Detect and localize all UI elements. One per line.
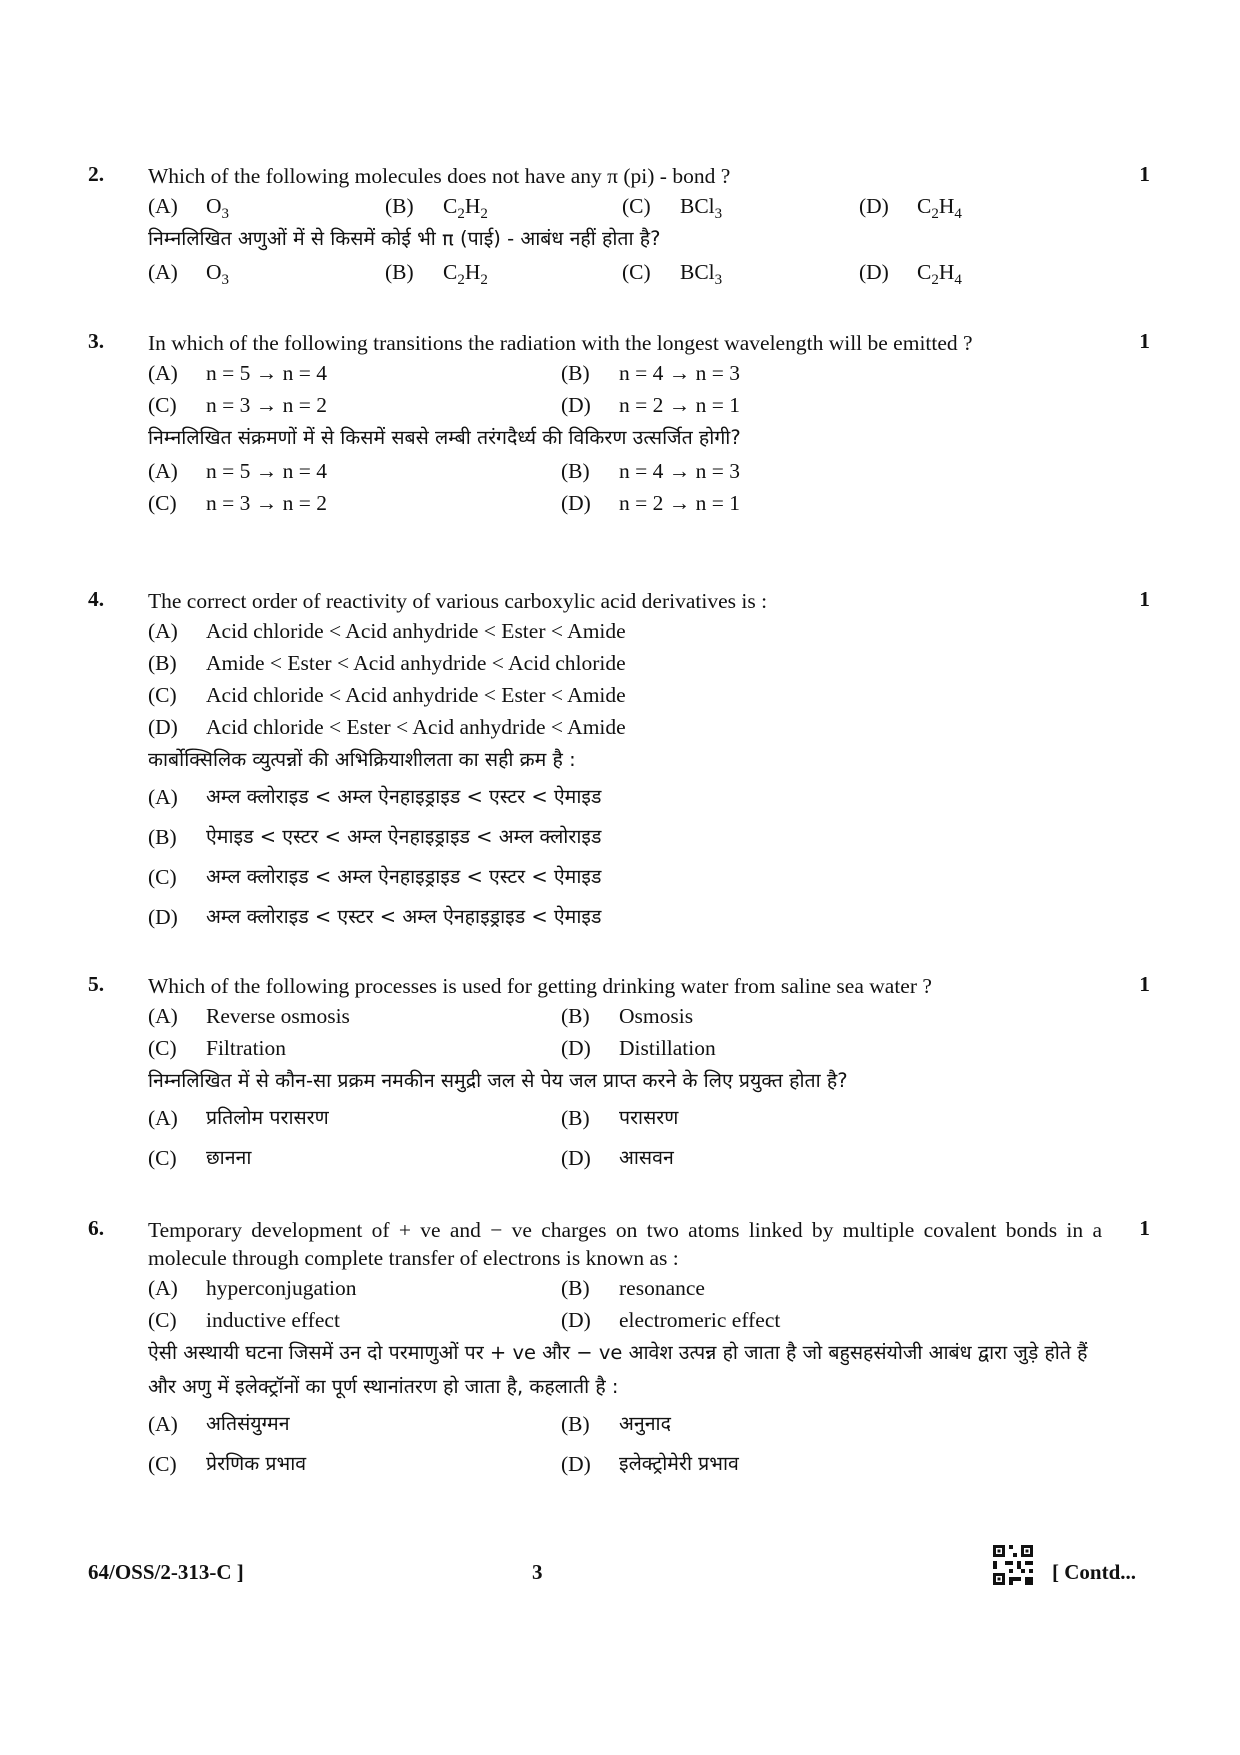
option-a: (A) प्रतिलोम परासरण xyxy=(148,1106,329,1130)
option-b: (B) n = 4 → n = 3 xyxy=(561,459,741,483)
option-a: (A) Acid chloride < Acid anhydride < Ester < Amide xyxy=(148,619,626,643)
options-en xyxy=(148,190,1102,222)
question-number: 3. xyxy=(88,329,105,353)
question-2 xyxy=(88,162,1150,288)
question-marks: 1 xyxy=(1139,587,1150,611)
option-c: (C) BCl$_3$ xyxy=(622,194,723,222)
option-c: (C) छानना xyxy=(148,1146,252,1170)
question-stem-en: In which of the following transitions the radiation with the longest wavelength will be emitted ? xyxy=(148,331,973,355)
option-a: (A) $O_3$ xyxy=(148,194,230,222)
option-d: (D) Distillation xyxy=(561,1036,716,1060)
option-c: (C) inductive effect xyxy=(148,1308,340,1332)
question-5 xyxy=(88,972,1150,1178)
options-en-row-1 xyxy=(148,1272,1102,1304)
question-4 xyxy=(88,587,1150,937)
option-a: (A) n = 5 → n = 4 xyxy=(148,361,328,385)
options-hi-row-2 xyxy=(148,1138,1102,1178)
option-d: (D) electromeric effect xyxy=(561,1308,781,1332)
question-stem-en: Which of the following molecules does not have any π (pi) - bond ? xyxy=(148,164,731,188)
question-number: 5. xyxy=(88,972,105,996)
option-b: (B) Osmosis xyxy=(561,1004,694,1028)
question-number: 4. xyxy=(88,587,105,611)
option-a: (A) अम्ल क्लोराइड < अम्ल ऐनहाइड्राइड < एस्टर < ऐमाइड xyxy=(148,785,602,809)
option-c: (C) Acid chloride < Acid anhydride < Ester < Amide xyxy=(148,683,626,707)
question-marks: 1 xyxy=(1139,162,1150,186)
question-stem-en: The correct order of reactivity of various carboxylic acid derivatives is : xyxy=(148,589,768,613)
option-c: (C) Filtration xyxy=(148,1036,287,1060)
options-hi xyxy=(148,777,1102,937)
question-6 xyxy=(88,1216,1150,1484)
question-stem-hi: कार्बोक्सिलिक व्युत्पन्नों की अभिक्रियाशीलता का सही क्रम है : xyxy=(148,748,576,771)
option-a: (A) $O_3$ xyxy=(148,260,230,288)
option-b: (B) अनुनाद xyxy=(561,1412,671,1436)
question-3 xyxy=(88,329,1150,519)
page-number: 3 xyxy=(532,1560,543,1584)
question-stem-hi: निम्नलिखित अणुओं में से किसमें कोई भी π (पाई) - आबंध नहीं होता है? xyxy=(148,227,661,250)
options-en xyxy=(148,615,1102,743)
option-b: (B) परासरण xyxy=(561,1106,679,1130)
option-d: (D) अम्ल क्लोराइड < एस्टर < अम्ल ऐनहाइड्राइड < ऐमाइड xyxy=(148,905,602,929)
question-marks: 1 xyxy=(1139,329,1150,353)
question-marks: 1 xyxy=(1139,972,1150,996)
options-hi-row-2 xyxy=(148,487,1102,519)
options-en-row-2 xyxy=(148,389,1102,421)
option-c: (C) प्रेरणिक प्रभाव xyxy=(148,1452,307,1476)
option-d: (D) $C_2H_4$ xyxy=(859,260,962,288)
option-b: (B) n = 4 → n = 3 xyxy=(561,361,741,385)
options-en-row-2 xyxy=(148,1304,1102,1336)
options-hi-row-1 xyxy=(148,1098,1102,1138)
options-hi xyxy=(148,256,1102,288)
option-d: (D) $C_2H_4$ xyxy=(859,194,962,222)
option-d: (D) n = 2 → n = 1 xyxy=(561,491,741,515)
options-hi-row-1 xyxy=(148,455,1102,487)
option-a: (A) hyperconjugation xyxy=(148,1276,357,1300)
option-d: (D) आसवन xyxy=(561,1146,674,1170)
option-a: (A) अतिसंयुग्मन xyxy=(148,1412,290,1436)
option-d: (D) Acid chloride < Ester < Acid anhydride < Amide xyxy=(148,715,626,739)
options-en-row-1 xyxy=(148,1000,1102,1032)
option-c: (C) n = 3 → n = 2 xyxy=(148,491,328,515)
question-stem-hi: ऐसी अस्थायी घटना जिसमें उन दो परमाणुओं पर + ve और − ve आवेश उत्पन्न हो जाता है जो बहुसहसंयोजी आबंध द्वारा जुड़े होते हैं और अणु में इलेक्ट्रॉनों का पूर्ण स्थानांतरण हो जाता है, कहलाती है : xyxy=(148,1341,1088,1398)
question-number: 6. xyxy=(88,1216,105,1240)
question-stem-en: Which of the following processes is used for getting drinking water from saline sea water ? xyxy=(148,974,932,998)
question-number: 2. xyxy=(88,162,105,186)
question-stem-hi: निम्नलिखित संक्रमणों में से किसमें सबसे लम्बी तरंगदैर्ध्य की विकिरण उत्सर्जित होगी? xyxy=(148,426,741,449)
options-hi-row-2 xyxy=(148,1444,1102,1484)
options-hi-row-1 xyxy=(148,1404,1102,1444)
option-d: (D) इलेक्ट्रोमेरी प्रभाव xyxy=(561,1452,739,1476)
option-c: (C) BCl$_3$ xyxy=(622,260,723,288)
option-c: (C) n = 3 → n = 2 xyxy=(148,393,328,417)
option-d: (D) n = 2 → n = 1 xyxy=(561,393,741,417)
paper-code: 64/OSS/2-313-C ] xyxy=(88,1560,244,1584)
option-b: (B) ऐमाइड < एस्टर < अम्ल ऐनहाइड्राइड < अम्ल क्लोराइड xyxy=(148,825,602,849)
option-a: (A) Reverse osmosis xyxy=(148,1004,350,1028)
qr-code-icon xyxy=(993,1545,1033,1585)
option-a: (A) n = 5 → n = 4 xyxy=(148,459,328,483)
option-b: (B) Amide < Ester < Acid anhydride < Acid chloride xyxy=(148,651,626,675)
option-b: (B) $C_2H_2$ xyxy=(385,260,488,288)
question-stem-hi: निम्नलिखित में से कौन-सा प्रक्रम नमकीन समुद्री जल से पेय जल प्राप्त करने के लिए प्रयुक्त होता है? xyxy=(148,1069,848,1092)
option-c: (C) अम्ल क्लोराइड < अम्ल ऐनहाइड्राइड < एस्टर < ऐमाइड xyxy=(148,865,602,889)
options-en-row-1 xyxy=(148,357,1102,389)
option-b: (B) resonance xyxy=(561,1276,705,1300)
option-b: (B) $C_2H_2$ xyxy=(385,194,488,222)
options-en-row-2 xyxy=(148,1032,1102,1064)
question-stem-en: Temporary development of + ve and − ve charges on two atoms linked by multiple covalent bonds in a molecule through complete transfer of electrons is known as : xyxy=(148,1218,1102,1270)
continued-label: [ Contd... xyxy=(1052,1560,1137,1584)
question-marks: 1 xyxy=(1139,1216,1150,1240)
